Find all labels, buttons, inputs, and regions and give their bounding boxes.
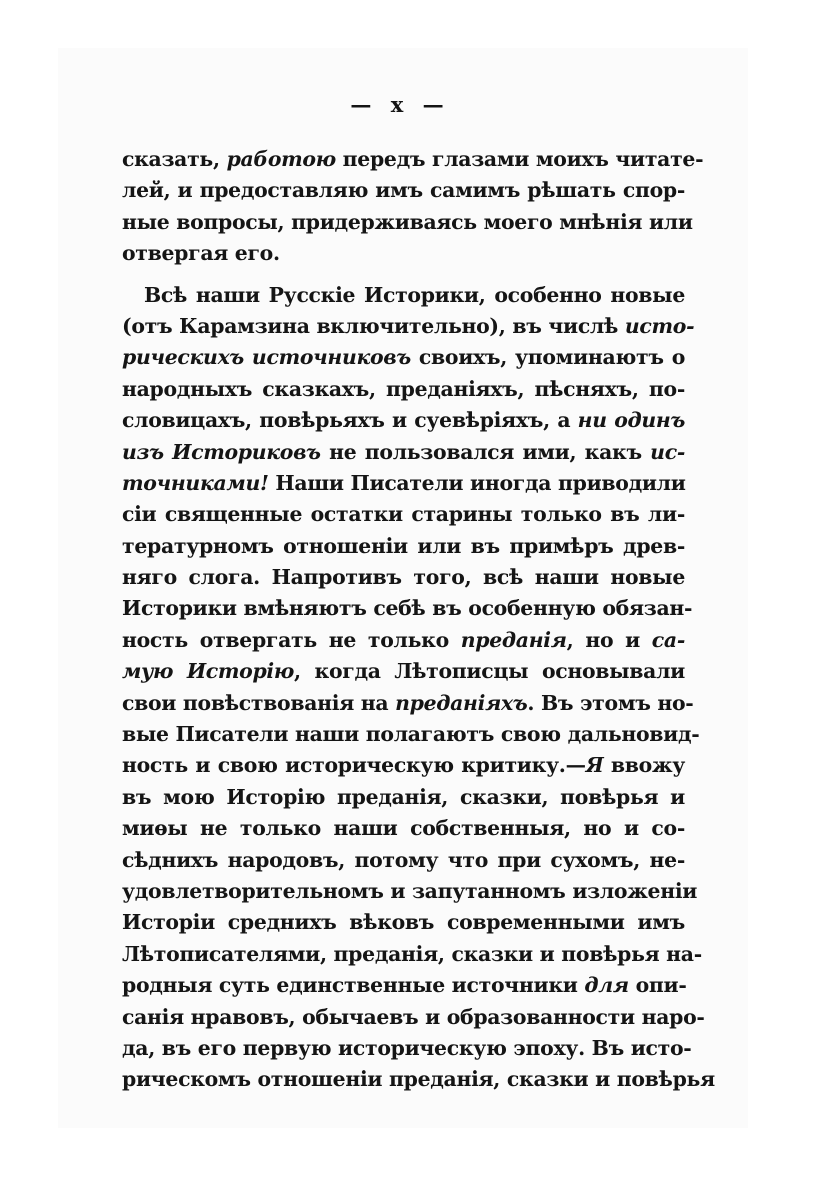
italic-text: точниками! bbox=[122, 470, 269, 495]
text-line bbox=[122, 1033, 692, 1064]
text-line bbox=[122, 845, 685, 876]
italic-text: ни одинъ bbox=[577, 408, 685, 433]
italic-text: ис- bbox=[650, 439, 685, 464]
text-segment: сѣднихъ народовъ, потому что при сухомъ, не- bbox=[122, 847, 685, 872]
text-line bbox=[122, 175, 685, 206]
text-segment: свои повѣствованія на bbox=[122, 690, 396, 715]
text-segment: Всѣ наши Русскіе Историки, особенно новые bbox=[144, 282, 685, 307]
italic-text: преданія bbox=[460, 627, 567, 652]
text-line bbox=[122, 280, 685, 311]
text-segment: вые Писатели наши полагаютъ свою дальновид- bbox=[122, 722, 700, 747]
text-segment: рическомъ отношеніи преданія, сказки и повѣрья bbox=[122, 1067, 715, 1092]
text-segment: отвергая его. bbox=[122, 241, 280, 266]
text-line bbox=[122, 688, 694, 719]
text-segment: тературномъ отношеніи или въ примѣръ древ- bbox=[122, 533, 685, 558]
text-line bbox=[122, 750, 685, 781]
italic-text: преданіяхъ bbox=[395, 690, 528, 715]
text-line bbox=[122, 907, 685, 938]
text-line bbox=[122, 719, 700, 750]
text-line bbox=[122, 437, 685, 468]
text-segment: Наши Писатели иногда приводили bbox=[268, 470, 686, 495]
text-segment: сказать, bbox=[122, 147, 227, 171]
text-segment: миѳы не только наши собственныя, но и со- bbox=[122, 816, 685, 841]
text-line bbox=[122, 499, 685, 530]
text-line bbox=[122, 970, 685, 1001]
text-segment: словицахъ, повѣрьяхъ и суевѣріяхъ, а bbox=[122, 408, 578, 433]
text-segment: сіи священные остатки старины только въ ли- bbox=[122, 502, 685, 527]
text-segment: не пользовался ими, какъ bbox=[320, 439, 651, 464]
text-line bbox=[122, 876, 698, 907]
paragraph-2 bbox=[122, 280, 715, 1096]
italic-text: са- bbox=[651, 627, 685, 652]
text-segment: ность и свою историческую критику.— bbox=[122, 753, 586, 778]
text-segment: Исторіи среднихъ вѣковъ современными имъ bbox=[122, 910, 685, 935]
italic-text: Я bbox=[585, 753, 604, 778]
text-segment: ность отвергать не только bbox=[122, 627, 461, 652]
body-text bbox=[122, 144, 715, 1096]
text-line bbox=[122, 468, 685, 499]
text-line bbox=[122, 813, 685, 844]
text-segment: лей, и предоставляю имъ самимъ рѣшать спор- bbox=[122, 178, 685, 203]
italic-text: для bbox=[584, 973, 629, 998]
text-line bbox=[122, 593, 693, 624]
text-line bbox=[122, 1064, 715, 1095]
text-segment: , когда Лѣтописцы основывали bbox=[294, 659, 685, 684]
text-segment: передъ глазами моихъ читате- bbox=[335, 147, 704, 171]
text-line bbox=[122, 207, 693, 238]
text-line bbox=[122, 238, 685, 269]
text-segment: своихъ, упоминаютъ о bbox=[410, 345, 685, 370]
text-line bbox=[122, 311, 695, 342]
text-line bbox=[122, 405, 685, 436]
text-segment: Лѣтописателями, преданія, сказки и повѣрья на- bbox=[122, 941, 702, 966]
text-line bbox=[122, 939, 702, 970]
text-line bbox=[122, 782, 685, 813]
page-number: — x — bbox=[350, 92, 450, 117]
text-line bbox=[122, 656, 685, 687]
text-segment: народныхъ сказкахъ, преданіяхъ, пѣсняхъ, по- bbox=[122, 376, 685, 401]
text-segment: няго слога. Напротивъ того, всѣ наши новые bbox=[122, 565, 685, 590]
text-line bbox=[122, 144, 704, 175]
text-segment: въ мою Исторію преданія, сказки, повѣрья и bbox=[122, 784, 685, 809]
text-segment: удовлетворительномъ и запутанномъ изложеніи bbox=[122, 878, 698, 903]
text-segment: да, въ его первую историческую эпоху. Въ исто- bbox=[122, 1035, 692, 1060]
italic-text: работою bbox=[226, 147, 336, 171]
text-line bbox=[122, 625, 685, 656]
text-segment: Историки вмѣняютъ себѣ въ особенную обязан- bbox=[122, 596, 693, 621]
italic-text: исто- bbox=[624, 313, 695, 338]
text-line bbox=[122, 1002, 705, 1033]
paragraph-1 bbox=[122, 144, 704, 270]
text-segment: ввожу bbox=[603, 753, 685, 778]
text-line bbox=[122, 562, 685, 593]
italic-text: изъ Историковъ bbox=[122, 439, 321, 464]
text-segment: родныя суть единственные источники bbox=[122, 973, 585, 998]
italic-text: мую Исторію bbox=[122, 659, 295, 684]
text-line bbox=[122, 531, 685, 562]
italic-text: рическихъ источниковъ bbox=[122, 345, 411, 370]
text-segment: . Въ этомъ но- bbox=[527, 690, 694, 715]
text-line bbox=[122, 342, 685, 373]
text-segment: ные вопросы, придерживаясь моего мнѣнія или bbox=[122, 209, 693, 234]
text-line bbox=[122, 374, 685, 405]
text-segment: (отъ Карамзина включительно), въ числѣ bbox=[122, 313, 625, 338]
text-segment: , но и bbox=[566, 627, 652, 652]
text-segment: санія нравовъ, обычаевъ и образованности наро- bbox=[122, 1004, 705, 1029]
text-segment: опи- bbox=[628, 973, 687, 998]
